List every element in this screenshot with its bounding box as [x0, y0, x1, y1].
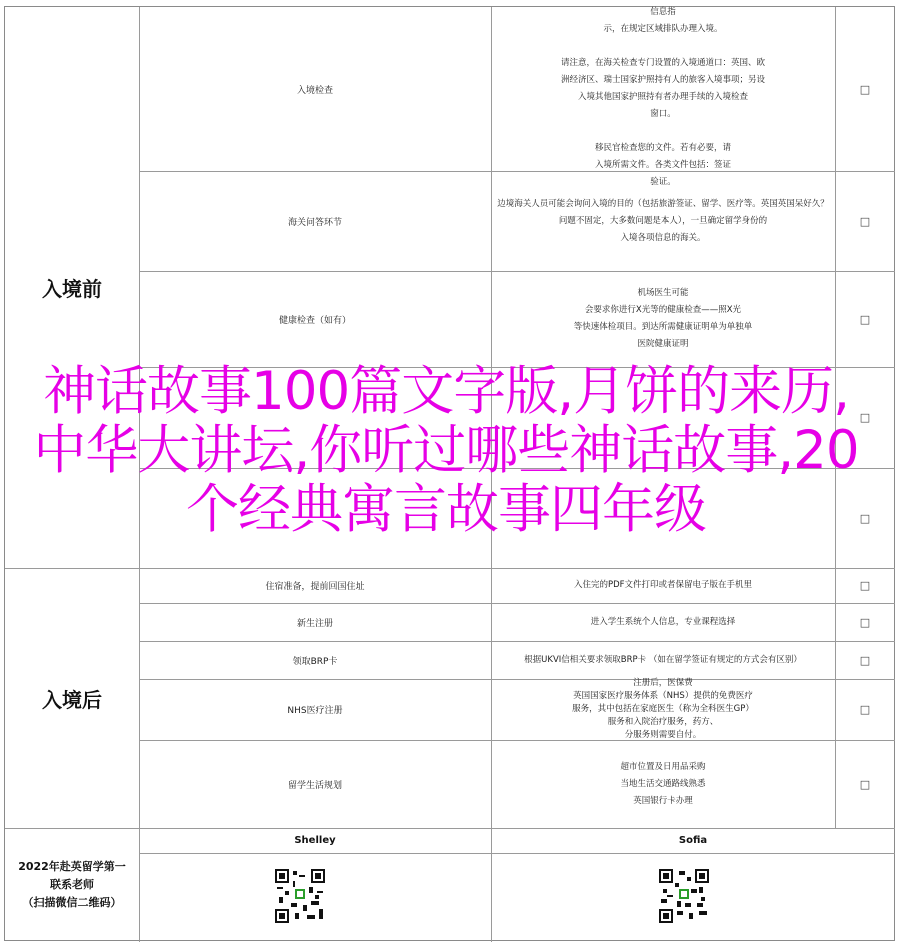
- checkbox[interactable]: □: [859, 511, 871, 525]
- stage-before-entry: 入境前: [42, 277, 102, 301]
- item-life-planning: 留学生活规划: [287, 780, 342, 791]
- item-accommodation: 住宿准备，提前回国住址: [265, 582, 365, 592]
- desc-brp-card: 根据UKVI信相关要求领取BRP卡 （如在留学签证有规定的方式会有区别）: [524, 654, 802, 665]
- checkbox[interactable]: □: [859, 615, 871, 629]
- desc-nhs-registration: 注册后，医保费 英国国家医疗服务体系（NHS）提供的免费医疗 服务，其中包括在家庭医生（称为全科医生GP） 服务和入院治疗服务，药方、 分服务则需要自付。: [572, 678, 754, 740]
- desc-accommodation: 入住完的PDF文件打印或者保留电子版在手机里: [573, 580, 753, 590]
- desc-customs-qa: 边境海关人员可能会询问入境的目的（包括旅游签证、留学、医疗等。英国英国呆好久？问题不固定，大多数问题是本人），一旦确定留学身份的 入境各项信息的海关。: [497, 198, 829, 243]
- checkbox[interactable]: □: [859, 579, 871, 592]
- qr-code-icon[interactable]: [659, 869, 709, 923]
- desc-registration: 进入学生系统个人信息，专业课程选择: [590, 616, 736, 627]
- checkbox[interactable]: □: [859, 653, 871, 667]
- checkbox[interactable]: □: [859, 411, 871, 424]
- item-immigration-check: 入境检查: [296, 85, 333, 96]
- checkbox[interactable]: □: [859, 82, 871, 96]
- checkbox[interactable]: □: [859, 312, 871, 326]
- desc-life-planning: 超市位置及日用品采购 当地生活交通路线熟悉 英国银行卡办理: [620, 761, 706, 806]
- item-registration: 新生注册: [296, 618, 333, 629]
- contact-name-shelley: Shelley: [294, 835, 336, 846]
- qr-code-icon[interactable]: [275, 869, 325, 923]
- item-nhs-registration: NHS医疗注册: [287, 706, 343, 716]
- contact-title: 2022年赴英留学第一 联系老师 （扫描微信二维码）: [18, 860, 126, 909]
- checkbox[interactable]: □: [859, 777, 871, 791]
- item-brp-card: 领取BRP卡: [292, 656, 338, 667]
- headline-overlay: 神话故事100篇文字版,月饼的来历,中华大讲坛,你听过哪些神话故事,20个经典寓言故事四年级: [33, 361, 859, 540]
- stage-after-entry: 入境后: [42, 687, 102, 712]
- item-health-check: 健康检查（如有）: [278, 315, 351, 326]
- item-customs-qa: 海关问答环节: [287, 217, 342, 228]
- desc-immigration-check: 信息指 示，在规定区域排队办理入境。 请注意，在海关检查专门设置的入境通道口：英国、欧 洲经济区、瑞士国家护照持有人的旅客入境事项；另设 入境其他国家护照持有者办理手续的入境检查 窗口。 移民官检查您的文件。若有必要，请 入境所需文件。各类文件包括：签证 验证。: [560, 7, 765, 187]
- desc-health-check: 机场医生可能 会要求你进行X光等的健康检查——照X光 等快速体检项目。到达所需健康证明单为单独单 医院健康证明: [573, 288, 753, 349]
- checkbox[interactable]: □: [859, 214, 871, 228]
- checkbox[interactable]: □: [859, 703, 871, 716]
- contact-name-sofia: Sofia: [678, 835, 708, 846]
